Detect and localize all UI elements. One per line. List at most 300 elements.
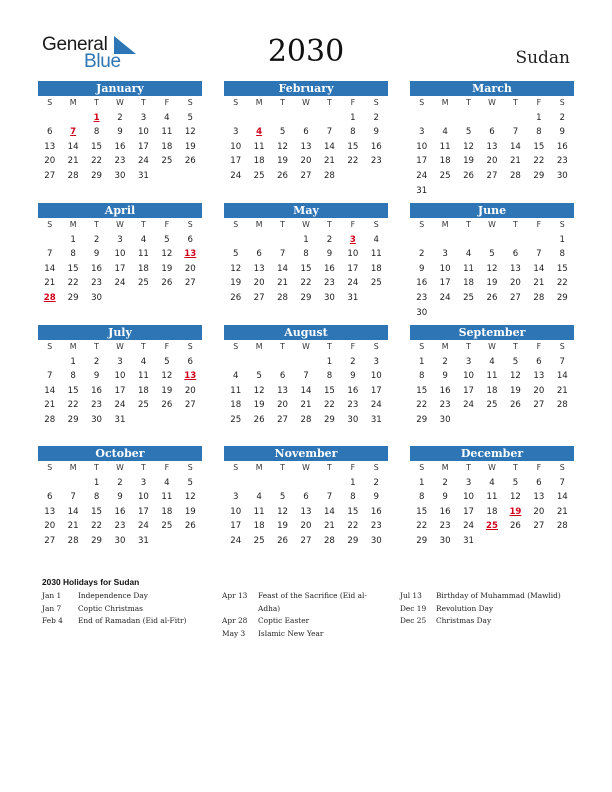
day-cell: 25 (463, 292, 475, 303)
day-cell: 21 (277, 278, 289, 289)
weekday-header: S (419, 220, 425, 229)
day-cell: 8 (559, 249, 566, 260)
day-cell: 14 (300, 385, 312, 396)
day-cell: 24 (463, 400, 475, 411)
day-cell: 8 (350, 127, 356, 138)
day-cell: 21 (533, 278, 545, 289)
holiday-row (42, 615, 212, 628)
day-cell: 11 (486, 492, 498, 503)
day-cell: 29 (323, 414, 335, 425)
day-cell: 4 (256, 492, 262, 503)
holiday-date: Apr 13 (222, 591, 248, 600)
day-cell: 1 (350, 112, 356, 123)
day-cell: 5 (187, 112, 194, 123)
day-cell: 7 (512, 127, 519, 138)
empty-day-cell (247, 476, 270, 491)
weekday-header: F (536, 98, 542, 107)
day-cell: 24 (230, 535, 242, 546)
day-cell: 21 (556, 506, 568, 517)
day-cell: 15 (67, 263, 79, 274)
weekday-header: T (94, 98, 99, 107)
day-cell: 6 (187, 356, 194, 367)
holiday-day-cell: 19 (509, 506, 522, 517)
day-cell: 29 (533, 170, 545, 181)
month-days-grid (224, 461, 388, 549)
day-cell: 21 (44, 278, 56, 289)
weekday-header: F (350, 98, 356, 107)
day-cell: 5 (512, 477, 519, 488)
day-cell: 10 (416, 141, 428, 152)
day-cell: 19 (184, 506, 196, 517)
weekday-header: T (94, 342, 99, 351)
day-cell: 30 (91, 414, 103, 425)
weekday-header: M (255, 98, 263, 107)
day-cell: 29 (347, 535, 359, 546)
day-cell: 3 (442, 249, 448, 260)
weekday-header: S (47, 342, 53, 351)
month-june (410, 203, 574, 320)
day-cell: 7 (559, 356, 566, 367)
weekday-header: S (373, 463, 379, 472)
month-july (38, 325, 202, 428)
day-cell: 11 (253, 506, 265, 517)
day-cell: 24 (137, 521, 149, 532)
calendar-year: 2030 (267, 34, 345, 69)
day-cell: 27 (277, 414, 289, 425)
day-cell: 19 (277, 521, 289, 532)
day-cell: 17 (137, 506, 149, 517)
day-cell: 3 (465, 477, 472, 488)
holiday-date: Jan 1 (42, 591, 62, 600)
day-cell: 7 (46, 371, 53, 382)
day-cell: 20 (486, 156, 498, 167)
month-days-grid (38, 218, 202, 306)
empty-day-cell (271, 355, 294, 370)
day-cell: 24 (114, 278, 126, 289)
weekday-header: T (141, 463, 146, 472)
day-cell: 23 (91, 400, 103, 411)
day-cell: 6 (46, 492, 53, 503)
empty-day-cell (410, 233, 433, 248)
weekday-header: W (488, 342, 496, 351)
day-cell: 16 (370, 506, 382, 517)
weekday-header: W (116, 220, 124, 229)
day-cell: 25 (137, 278, 149, 289)
weekday-header: T (94, 463, 99, 472)
day-cell: 7 (303, 371, 309, 382)
empty-day-cell (61, 111, 84, 126)
day-cell: 10 (370, 371, 382, 382)
day-cell: 25 (161, 521, 173, 532)
day-cell: 16 (91, 385, 103, 396)
day-cell: 11 (253, 141, 265, 152)
day-cell: 12 (509, 371, 521, 382)
day-cell: 7 (46, 249, 53, 260)
empty-day-cell (271, 111, 294, 126)
day-cell: 8 (350, 492, 356, 503)
day-cell: 8 (303, 249, 309, 260)
day-cell: 6 (536, 356, 542, 367)
day-cell: 23 (323, 278, 335, 289)
weekday-header: M (441, 98, 449, 107)
day-cell: 6 (303, 127, 309, 138)
day-cell: 27 (300, 535, 312, 546)
weekday-header: W (116, 342, 124, 351)
weekday-header: S (373, 342, 379, 351)
day-cell: 14 (44, 385, 56, 396)
weekday-header: T (466, 342, 471, 351)
empty-day-cell (480, 111, 503, 126)
day-cell: 16 (114, 506, 126, 517)
day-cell: 28 (277, 292, 289, 303)
day-cell: 30 (91, 292, 103, 303)
day-cell: 21 (323, 521, 335, 532)
day-cell: 27 (509, 292, 521, 303)
day-cell: 16 (323, 263, 335, 274)
day-cell: 11 (486, 371, 498, 382)
day-cell: 2 (93, 234, 100, 245)
month-days-grid (410, 96, 574, 198)
holiday-row (42, 603, 212, 616)
day-cell: 15 (416, 385, 428, 396)
day-cell: 27 (184, 400, 196, 411)
day-cell: 30 (323, 292, 335, 303)
day-cell: 1 (418, 356, 425, 367)
day-cell: 13 (533, 492, 545, 503)
day-cell: 13 (44, 506, 56, 517)
empty-day-cell (457, 111, 480, 126)
day-cell: 27 (184, 278, 196, 289)
day-cell: 20 (44, 156, 56, 167)
empty-day-cell (433, 233, 456, 248)
day-cell: 1 (536, 112, 542, 123)
holiday-date: Feb 4 (42, 616, 63, 625)
empty-day-cell (38, 233, 61, 248)
day-cell: 1 (326, 356, 333, 367)
day-cell: 6 (279, 371, 286, 382)
weekday-header: S (419, 463, 425, 472)
day-cell: 9 (442, 371, 448, 382)
day-cell: 24 (137, 156, 149, 167)
day-cell: 3 (117, 356, 123, 367)
empty-day-cell (247, 111, 270, 126)
empty-day-cell (271, 476, 294, 491)
day-cell: 16 (556, 141, 568, 152)
day-cell: 27 (253, 292, 265, 303)
day-cell: 24 (463, 521, 475, 532)
day-cell: 12 (161, 249, 173, 260)
day-cell: 23 (439, 400, 451, 411)
holiday-date: Dec 25 (400, 616, 427, 625)
day-cell: 16 (347, 385, 359, 396)
day-cell: 21 (323, 156, 335, 167)
day-cell: 17 (347, 263, 359, 274)
month-header: May (224, 203, 388, 218)
day-cell: 22 (323, 400, 335, 411)
holiday-date: Dec 19 (400, 603, 427, 613)
day-cell: 9 (418, 263, 425, 274)
empty-day-cell (294, 355, 317, 370)
day-cell: 4 (465, 249, 472, 260)
day-cell: 1 (70, 234, 76, 245)
day-cell: 26 (161, 400, 173, 411)
day-cell: 13 (253, 263, 265, 274)
day-cell: 5 (512, 356, 519, 367)
day-cell: 14 (323, 506, 335, 517)
day-cell: 1 (303, 234, 309, 245)
month-march (410, 81, 574, 198)
day-cell: 25 (253, 535, 265, 546)
day-cell: 25 (439, 170, 451, 181)
month-days-grid (410, 340, 574, 428)
weekday-header: S (187, 98, 193, 107)
weekday-header: T (94, 220, 99, 229)
day-cell: 5 (279, 127, 286, 138)
day-cell: 3 (373, 356, 380, 367)
day-cell: 24 (230, 170, 242, 181)
weekday-header: T (466, 220, 471, 229)
day-cell: 9 (373, 492, 380, 503)
holiday-day-cell: 7 (70, 127, 77, 138)
day-cell: 18 (439, 156, 451, 167)
holiday-name: Islamic New Year (258, 628, 324, 638)
day-cell: 24 (439, 292, 451, 303)
month-days-grid (38, 96, 202, 184)
weekday-header: F (536, 220, 542, 229)
empty-day-cell (527, 233, 550, 248)
day-cell: 23 (370, 156, 382, 167)
day-cell: 27 (533, 521, 545, 532)
empty-day-cell (247, 233, 270, 248)
day-cell: 25 (137, 400, 149, 411)
weekday-header: W (488, 98, 496, 107)
empty-day-cell (433, 111, 456, 126)
day-cell: 22 (347, 156, 359, 167)
day-cell: 2 (117, 112, 123, 123)
day-cell: 16 (439, 506, 451, 517)
weekday-header: S (373, 220, 379, 229)
day-cell: 22 (556, 278, 568, 289)
day-cell: 8 (93, 127, 100, 138)
day-cell: 17 (230, 156, 242, 167)
day-cell: 26 (184, 156, 196, 167)
day-cell: 10 (230, 506, 242, 517)
day-cell: 19 (486, 278, 498, 289)
day-cell: 10 (137, 492, 149, 503)
day-cell: 6 (187, 234, 194, 245)
holiday-name: Independence Day (78, 591, 148, 600)
weekday-header: S (419, 98, 425, 107)
day-cell: 15 (67, 385, 79, 396)
day-cell: 3 (418, 127, 425, 138)
day-cell: 23 (370, 521, 382, 532)
weekday-header: M (255, 220, 263, 229)
empty-day-cell (247, 355, 270, 370)
month-january (38, 81, 202, 184)
day-cell: 9 (559, 127, 566, 138)
logo-text-general: General (42, 34, 108, 55)
weekday-header: T (280, 342, 285, 351)
weekday-header: W (116, 98, 124, 107)
month-header: February (224, 81, 388, 96)
weekday-header: T (280, 220, 285, 229)
weekday-header: S (559, 220, 565, 229)
day-cell: 31 (137, 535, 149, 546)
month-header: July (38, 325, 202, 340)
day-cell: 25 (230, 414, 242, 425)
day-cell: 28 (556, 400, 568, 411)
day-cell: 4 (489, 477, 495, 488)
day-cell: 8 (418, 492, 425, 503)
day-cell: 23 (91, 278, 103, 289)
day-cell: 20 (253, 278, 265, 289)
day-cell: 13 (300, 141, 312, 152)
day-cell: 9 (93, 249, 100, 260)
month-december (410, 446, 574, 549)
day-cell: 18 (161, 506, 173, 517)
empty-day-cell (224, 476, 247, 491)
day-cell: 17 (137, 141, 149, 152)
day-cell: 6 (256, 249, 262, 260)
day-cell: 30 (370, 535, 382, 546)
month-days-grid (224, 218, 388, 306)
month-february (224, 81, 388, 184)
day-cell: 25 (370, 278, 382, 289)
day-cell: 28 (323, 535, 335, 546)
day-cell: 29 (67, 292, 79, 303)
empty-day-cell (318, 111, 341, 126)
day-cell: 10 (114, 249, 126, 260)
day-cell: 29 (556, 292, 568, 303)
holiday-day-cell: 4 (256, 127, 263, 138)
day-cell: 31 (416, 185, 428, 196)
empty-day-cell (224, 111, 247, 126)
empty-day-cell (38, 476, 61, 491)
day-cell: 6 (489, 127, 495, 138)
month-days-grid (38, 340, 202, 428)
weekday-header: T (513, 98, 518, 107)
weekday-header: M (255, 342, 263, 351)
day-cell: 7 (326, 127, 333, 138)
day-cell: 26 (486, 292, 498, 303)
weekday-header: T (466, 463, 471, 472)
day-cell: 9 (117, 492, 123, 503)
day-cell: 12 (253, 385, 265, 396)
weekday-header: F (164, 463, 170, 472)
weekday-header: T (513, 342, 518, 351)
month-header: October (38, 446, 202, 461)
holiday-row (400, 590, 580, 603)
day-cell: 14 (556, 492, 568, 503)
weekday-header: M (441, 342, 449, 351)
holiday-day-cell: 13 (184, 371, 197, 382)
month-header: August (224, 325, 388, 340)
day-cell: 17 (463, 506, 475, 517)
day-cell: 26 (230, 292, 242, 303)
day-cell: 13 (277, 385, 289, 396)
day-cell: 23 (114, 521, 126, 532)
weekday-header: S (559, 342, 565, 351)
day-cell: 2 (418, 249, 425, 260)
weekday-header: F (536, 342, 542, 351)
day-cell: 30 (347, 414, 359, 425)
day-cell: 11 (137, 371, 149, 382)
day-cell: 30 (556, 170, 568, 181)
day-cell: 26 (463, 170, 475, 181)
empty-day-cell (480, 233, 503, 248)
holiday-row (222, 615, 382, 628)
day-cell: 23 (556, 156, 568, 167)
day-cell: 31 (370, 414, 382, 425)
empty-day-cell (457, 233, 480, 248)
holiday-name: End of Ramadan (Eid al-Fitr) (78, 616, 187, 625)
day-cell: 11 (370, 249, 382, 260)
day-cell: 4 (373, 234, 380, 245)
day-cell: 22 (347, 521, 359, 532)
day-cell: 31 (463, 535, 475, 546)
day-cell: 2 (373, 477, 380, 488)
holiday-day-cell: 3 (349, 234, 356, 245)
month-header: September (410, 325, 574, 340)
day-cell: 4 (164, 112, 170, 123)
day-cell: 5 (164, 356, 170, 367)
day-cell: 16 (439, 385, 451, 396)
day-cell: 15 (533, 141, 545, 152)
country-name: Sudan (515, 48, 570, 68)
holiday-date: Jul 13 (400, 591, 422, 600)
weekday-header: T (327, 220, 332, 229)
day-cell: 23 (347, 400, 359, 411)
day-cell: 9 (373, 127, 380, 138)
day-cell: 30 (416, 307, 428, 318)
logo-text-blue: Blue (84, 51, 121, 72)
day-cell: 9 (117, 127, 123, 138)
day-cell: 7 (70, 492, 76, 503)
holiday-column-2 (222, 590, 382, 640)
holiday-name: Coptic Christmas (78, 603, 143, 613)
day-cell: 8 (70, 371, 76, 382)
day-cell: 15 (347, 141, 359, 152)
weekday-header: S (419, 342, 425, 351)
day-cell: 19 (463, 156, 475, 167)
month-header: June (410, 203, 574, 218)
day-cell: 20 (44, 521, 56, 532)
day-cell: 3 (140, 477, 147, 488)
weekday-header: S (233, 220, 239, 229)
weekday-header: T (280, 98, 285, 107)
day-cell: 31 (114, 414, 126, 425)
day-cell: 22 (416, 400, 428, 411)
day-cell: 21 (67, 156, 79, 167)
day-cell: 19 (230, 278, 242, 289)
holiday-day-cell: 13 (184, 249, 197, 260)
day-cell: 14 (533, 263, 545, 274)
day-cell: 8 (93, 492, 100, 503)
holiday-name: Birthday of Muhammad (Mawlid) (436, 591, 561, 600)
weekday-header: F (536, 463, 542, 472)
empty-day-cell (224, 355, 247, 370)
day-cell: 11 (439, 141, 451, 152)
day-cell: 29 (416, 535, 428, 546)
weekday-header: S (559, 98, 565, 107)
month-september (410, 325, 574, 428)
weekday-header: W (488, 463, 496, 472)
day-cell: 12 (463, 141, 475, 152)
day-cell: 28 (67, 170, 79, 181)
day-cell: 18 (486, 385, 498, 396)
empty-day-cell (61, 476, 84, 491)
day-cell: 13 (509, 263, 521, 274)
